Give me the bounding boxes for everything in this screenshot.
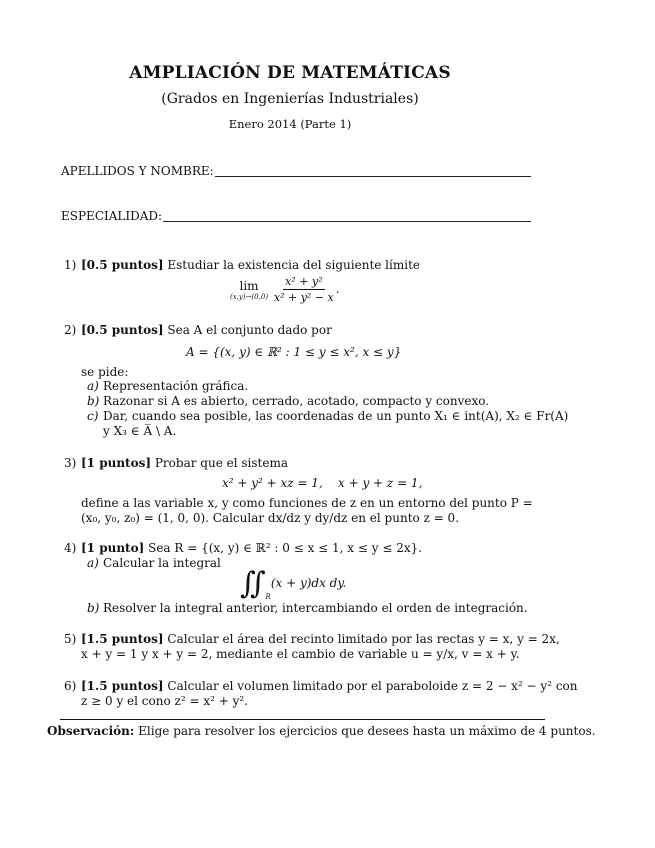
exercise-1-formula [230, 275, 340, 304]
integral-subscript: R [265, 593, 271, 601]
exercise-6-line2: z ≥ 0 y el cono z² = x² + y². [81, 694, 248, 708]
exercise-2-item-a [87, 379, 547, 394]
exercise-2-text: Sea A el conjunto dado por [167, 323, 332, 337]
exercise-3-text: Probar que el sistema [154, 456, 288, 470]
limit-denominator: x² + y² − x [273, 291, 334, 304]
exercise-2-item-b [87, 394, 547, 409]
item-label: b) [87, 601, 100, 615]
limit-period: . [335, 282, 340, 296]
footer-rule [60, 719, 545, 720]
exercise-3-formula: x² + y² + xz = 1, x + y + z = 1, [222, 476, 423, 490]
exercise-4-points: [1 punto] [81, 541, 145, 555]
exam-date: Enero 2014 (Parte 1) [228, 117, 352, 131]
footer-note [47, 724, 596, 739]
name-label: APELLIDOS Y NOMBRE: [61, 164, 214, 178]
item-text: Razonar si A es abierto, cerrado, acotado, compacto y convexo. [103, 394, 490, 408]
exercise-4-item-b [87, 601, 528, 616]
item-text: Dar, cuando sea posible, las coordenadas de un punto X₁ ∈ int(A), X₂ ∈ Fr(A) [103, 409, 569, 423]
double-integral-symbol: ∬ [240, 566, 266, 601]
exercise-2-items [87, 379, 569, 439]
exercise-5-line2: x + y = 1 y x + y = 2, mediante el cambio de variable u = y/x, v = x + y. [81, 647, 520, 661]
specialty-label: ESPECIALIDAD: [61, 209, 163, 223]
item-text: y X₃ ∈ A̅ \ A. [103, 424, 177, 438]
exercise-2-item-c-cont [87, 424, 547, 439]
exercise-5-statement [81, 632, 560, 647]
item-label: b) [87, 394, 100, 408]
integrand: (x + y)dx dy. [270, 576, 347, 590]
note-label: Observación: [47, 724, 135, 738]
exercise-3-line2: (x₀, y₀, z₀) = (1, 0, 0). Calcular dx/dz y dy/dz en el punto z = 0. [81, 511, 460, 525]
item-label: a) [87, 556, 99, 570]
exam-subtitle: (Grados en Ingenierías Industriales) [161, 91, 419, 107]
exercise-3-number: 3) [64, 456, 77, 470]
exercise-4-integral [240, 566, 346, 601]
lim-operator: lim [239, 278, 259, 293]
exercise-1-statement [81, 258, 420, 273]
specialty-line[interactable] [163, 221, 531, 222]
exercise-2-item-c [87, 409, 569, 424]
exercise-6-statement [81, 679, 578, 694]
item-text: Representación gráfica. [103, 379, 249, 393]
exercise-3-statement [81, 456, 288, 471]
limit-numerator: x² + y² [285, 275, 323, 288]
exercise-1-text: Estudiar la existencia del siguiente límite [167, 258, 420, 272]
exercise-2-statement [81, 323, 332, 338]
exercise-6-number: 6) [64, 679, 77, 693]
item-text: Resolver la integral anterior, intercambiando el orden de integración. [103, 601, 528, 615]
exercise-6-line1: Calcular el volumen limitado por el paraboloide z = 2 − x² − y² con [167, 679, 578, 693]
exercise-2-number: 2) [64, 323, 77, 337]
exam-title: AMPLIACIÓN DE MATEMÁTICAS [129, 63, 451, 83]
exercise-5-points: [1.5 puntos] [81, 632, 164, 646]
note-text: Elige para resolver los ejercicios que desees hasta un máximo de 4 puntos. [138, 724, 596, 738]
item-label: c) [87, 409, 99, 423]
exercise-4-number: 4) [64, 541, 77, 555]
exercise-1-number: 1) [64, 258, 77, 272]
exercise-3-points: [1 puntos] [81, 456, 152, 470]
name-line[interactable] [215, 176, 531, 177]
exercise-2-formula: A = {(x, y) ∈ ℝ² : 1 ≤ y ≤ x², x ≤ y} [186, 345, 402, 359]
lim-subscript: (x,y)→(0,0) [230, 292, 269, 301]
exercise-5-line1: Calcular el área del recinto limitado por las rectas y = x, y = 2x, [167, 632, 560, 646]
item-label: a) [87, 379, 99, 393]
exercise-6-points: [1.5 puntos] [81, 679, 164, 693]
exercise-2-points: [0.5 puntos] [81, 323, 164, 337]
item-text: Calcular la integral [103, 556, 221, 570]
exercise-4-statement [81, 541, 422, 556]
exercise-2-intro: se pide: [81, 365, 129, 379]
exercise-4-text: Sea R = {(x, y) ∈ ℝ² : 0 ≤ x ≤ 1, x ≤ y ≤ 2x}. [148, 541, 423, 555]
exercise-3-line1: define a las variable x, y como funciones de z en un entorno del punto P = [81, 496, 533, 510]
exercise-1-points: [0.5 puntos] [81, 258, 164, 272]
exercise-5-number: 5) [64, 632, 77, 646]
exercise-4-item-a [87, 556, 221, 571]
